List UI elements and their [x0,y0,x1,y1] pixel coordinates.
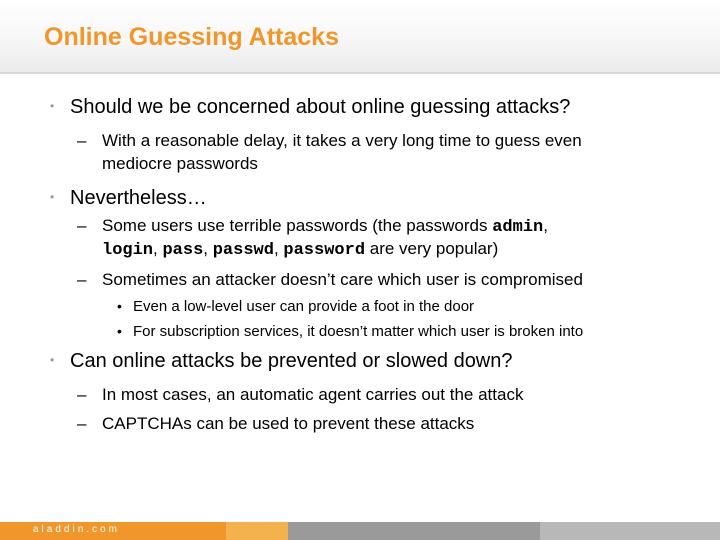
code-password: password [283,241,366,260]
footer-segment-light-gray [540,522,720,540]
bullet-2-sub-2-item-2-text: For subscription services, it doesn’t matter which user is broken into [133,323,584,340]
bullet-2-sub-1 [77,216,548,237]
code-admin: admin [492,218,544,237]
bullet-3-sub-1-text: In most cases, an automatic agent carries out the attack [102,385,524,404]
bullet-marker: • [50,99,55,113]
header-divider [0,72,720,74]
code-login: login [102,241,154,260]
code-pass: pass [162,241,204,260]
bullet-1-sub-1 [77,131,582,151]
bullet-1 [50,96,571,119]
bullet-marker: • [50,353,55,367]
dash-marker: – [77,385,87,404]
dash-marker: – [77,414,87,433]
bullet-1-sub-1-line-2: mediocre passwords [102,154,258,173]
bullet-2-sub-1-cont [102,239,498,260]
separator: , [273,239,284,258]
bullet-3-sub-2-text: CAPTCHAs can be used to prevent these attacks [102,414,475,433]
bullet-2 [50,187,207,210]
bullet-2-sub-1-pre: Some users use terrible passwords (the passwords [102,216,493,235]
bullet-2-sub-1-post: , [543,216,548,235]
bullet-1-text: Should we be concerned about online guessing attacks? [70,96,571,118]
bullet-3-sub-1 [77,385,524,405]
bullet-2-text: Nevertheless… [70,187,207,209]
bullet-1-sub-1-cont [102,154,258,174]
slide-title: Online Guessing Attacks [44,23,339,51]
bullet-2-sub-2-item-1-text: Even a low-level user can provide a foot in the door [133,298,475,315]
code-passwd: passwd [212,241,274,260]
bullet-3-sub-2 [77,414,475,434]
footer-segment-gray [288,522,540,540]
bullet-2-sub-2 [77,270,583,290]
separator: , [153,239,163,258]
separator: , [203,239,213,258]
footer-segment-light-orange [226,522,288,540]
dot-marker: • [117,298,122,314]
dash-marker: – [77,216,87,235]
dash-marker: – [77,270,87,289]
bullet-2-sub-2-text: Sometimes an attacker doesn’t care which user is compromised [102,270,583,289]
dot-marker: • [117,323,122,339]
bullet-marker: • [50,190,55,204]
bullet-3-text: Can online attacks be prevented or slowed down? [70,350,513,372]
bullet-2-sub-1-tail: are very popular) [365,239,499,258]
bullet-1-sub-1-line-1: With a reasonable delay, it takes a very long time to guess even [102,131,582,150]
footer-brand: aladdin.com [33,524,120,535]
dash-marker: – [77,131,87,150]
bullet-2-sub-2-item-2 [117,323,584,340]
bullet-2-sub-2-item-1 [117,298,475,315]
bullet-3 [50,350,513,373]
